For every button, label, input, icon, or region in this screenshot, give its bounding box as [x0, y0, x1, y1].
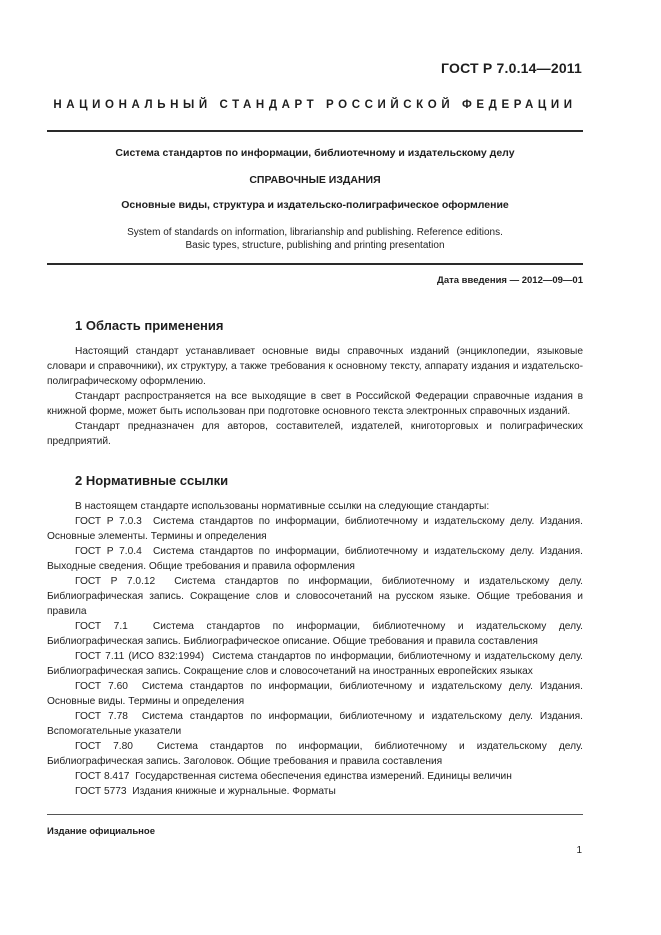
footer-rule [47, 814, 583, 815]
page-number: 1 [576, 845, 582, 856]
reference-text: Система стандартов по информации, библиотечному и издательскому делу. Библиографическая запись. Библиографическое описание. Общие требования и правила составления [47, 621, 583, 647]
english-title-line-1: System of standards on information, librarianship and publishing. Reference editions. [127, 227, 503, 238]
reference-item [47, 544, 583, 574]
english-title [47, 226, 583, 252]
introduction-date: Дата введения — 2012—09—01 [437, 275, 583, 286]
series-title: Система стандартов по информации, библиотечному и издательскому делу [115, 147, 515, 159]
paragraph: В настоящем стандарте использованы нормативные ссылки на следующие стандарты: [75, 501, 490, 512]
reference-code: ГОСТ 5773 [75, 786, 127, 797]
reference-text: Государственная система обеспечения единства измерений. Единицы величин [135, 771, 512, 782]
reference-code: ГОСТ 7.78 [75, 711, 128, 722]
reference-text: Система стандартов по информации, библиотечному и издательскому делу. Издания. Выходные сведения. Общие требования и правила оформления [47, 546, 583, 572]
section-normative-references [47, 473, 583, 799]
reference-code: ГОСТ 7.11 (ИСО 832:1994) [75, 651, 205, 662]
reference-code: ГОСТ 7.1 [75, 621, 128, 632]
reference-item [47, 739, 583, 769]
reference-code: ГОСТ Р 7.0.12 [75, 576, 156, 587]
section-scope [47, 318, 583, 449]
national-standard-banner: НАЦИОНАЛЬНЫЙ СТАНДАРТ РОССИЙСКОЙ ФЕДЕРАЦИИ [53, 99, 577, 111]
reference-code: ГОСТ Р 7.0.3 [75, 516, 142, 527]
paragraph: Стандарт распространяется на все выходящие в свет в Российской Федерации справочные издания в книжной форме, может быть использован при подготовке основного текста электронных справочных изданий. [47, 391, 583, 417]
reference-text: Система стандартов по информации, библиотечному и издательскому делу. Библиографическая запись. Сокращение слов и словосочетаний на иностранных европейских языках [47, 651, 583, 677]
reference-item [47, 619, 583, 649]
top-rule [47, 130, 583, 132]
reference-text: Система стандартов по информации, библиотечному и издательскому делу. Издания. Вспомогательные указатели [47, 711, 583, 737]
document-subtitle: Основные виды, структура и издательско-полиграфическое оформление [121, 199, 509, 211]
reference-item [47, 709, 583, 739]
reference-text: Издания книжные и журнальные. Форматы [132, 786, 336, 797]
reference-text: Система стандартов по информации, библиотечному и издательскому делу. Издания. Основные виды. Термины и определения [47, 681, 583, 707]
section-heading: 1 Область применения [75, 318, 224, 333]
reference-item [47, 574, 583, 619]
paragraph: Настоящий стандарт устанавливает основные виды справочных изданий (энциклопедии, языковые словари и справочники), их структуру, а также требования к основному тексту, аппарату издания и издательско-полиграфическому оформлению. [47, 346, 583, 387]
section-heading: 2 Нормативные ссылки [75, 473, 229, 488]
reference-item [47, 514, 583, 544]
reference-item [47, 649, 583, 679]
document-title: СПРАВОЧНЫЕ ИЗДАНИЯ [249, 174, 381, 186]
reference-code: ГОСТ Р 7.0.4 [75, 546, 142, 557]
reference-item [47, 769, 583, 784]
reference-item [47, 679, 583, 709]
official-edition-label: Издание официальное [47, 826, 155, 837]
reference-code: ГОСТ 7.80 [75, 741, 133, 752]
reference-text: Система стандартов по информации, библиотечному и издательскому делу. Библиографическая запись. Заголовок. Общие требования и правила составления [47, 741, 583, 767]
document-code: ГОСТ Р 7.0.14—2011 [441, 60, 582, 76]
reference-text: Система стандартов по информации, библиотечному и издательскому делу. Библиографическая запись. Сокращение слов и словосочетаний на русском языке. Общие требования и правила [47, 576, 583, 617]
reference-text: Система стандартов по информации, библиотечному и издательскому делу. Издания. Основные элементы. Термины и определения [47, 516, 583, 542]
english-title-line-2: Basic types, structure, publishing and printing presentation [185, 240, 445, 251]
reference-code: ГОСТ 8.417 [75, 771, 130, 782]
reference-code: ГОСТ 7.60 [75, 681, 128, 692]
middle-rule [47, 263, 583, 265]
paragraph: Стандарт предназначен для авторов, составителей, издателей, книготорговых и полиграфических предприятий. [47, 421, 583, 447]
reference-item [47, 784, 583, 799]
